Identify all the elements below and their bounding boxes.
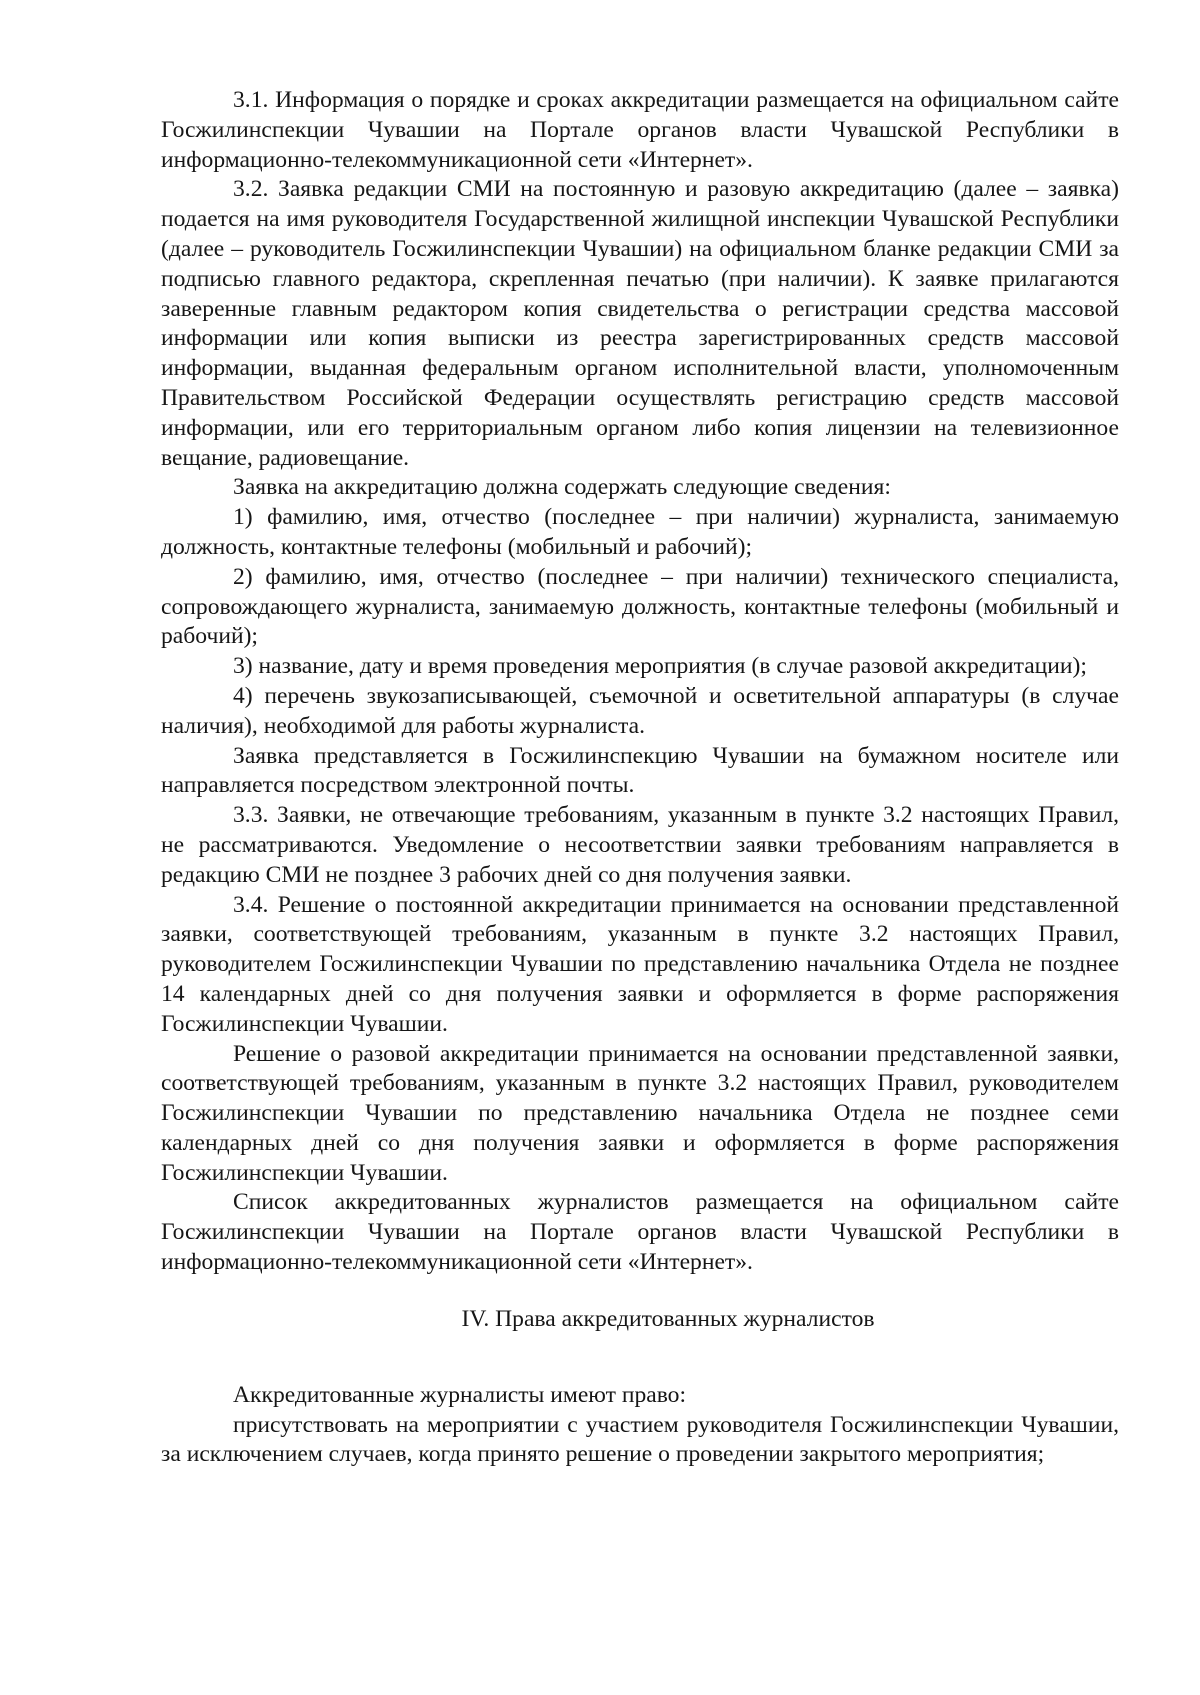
document-page: [161, 86, 1119, 1470]
paragraph-one-time-accreditation: Решение о разовой аккредитации принимается на основании представленной заявки, соответствующей требованиям, указанным в пункте 3.2 настоящих Правил, руководителем Госжилинспекции Чувашии по представлению начальника Отдела не позднее семи календарных дней со дня получения заявки и оформляется в форме распоряжения Госжилинспекции Чувашии.: [161, 1040, 1119, 1186]
section-heading: IV. Права аккредитованных журналистов: [461, 1305, 875, 1332]
paragraph-3-4: 3.4. Решение о постоянной аккредитации принимается на основании представленной заявки, соответствующей требованиям, указанным в пункте 3.2 настоящих Правил, руководителем Госжилинспекции Чувашии по представлению начальника Отдела не позднее 14 календарных дней со дня получения заявки и оформляется в форме распоряжения Госжилинспекции Чувашии.: [161, 891, 1119, 1037]
paragraph-right-attend: присутствовать на мероприятии с участием руководителя Госжилинспекции Чувашии, за исключением случаев, когда принято решение о проведении закрытого мероприятия;: [161, 1411, 1119, 1468]
list-item-4: 4) перечень звукозаписывающей, съемочной и осветительной аппаратуры (в случае наличия), необходимой для работы журналиста.: [161, 682, 1119, 739]
list-item-2: 2) фамилию, имя, отчество (последнее – при наличии) технического специалиста, сопровождающего журналиста, занимаемую должность, контактные телефоны (мобильный и рабочий);: [161, 563, 1119, 650]
paragraph-submission: Заявка представляется в Госжилинспекцию Чувашии на бумажном носителе или направляется посредством электронной почты.: [161, 742, 1119, 799]
paragraph-application-contents: Заявка на аккредитацию должна содержать следующие сведения:: [233, 474, 891, 501]
paragraph-3-2: 3.2. Заявка редакции СМИ на постоянную и разовую аккредитацию (далее – заявка) подается на имя руководителя Государственной жилищной инспекции Чувашской Республики (далее – руководитель Госжилинспекции Чувашии) на официальном бланке редакции СМИ за подписью главного редактора, скрепленная печатью (при наличии). К заявке прилагаются заверенные главным редактором копия свидетельства о регистрации средства массовой информации или копия выписки из реестра зарегистрированных средств массовой информации, выданная федеральным органом исполнительной власти, уполномоченным Правительством Российской Федерации осуществлять регистрацию средств массовой информации, или его территориальным органом либо копия лицензии на телевизионное вещание, радиовещание.: [161, 176, 1119, 471]
list-item-3: 3) название, дату и время проведения мероприятия (в случае разовой аккредитации);: [233, 653, 1087, 680]
list-item-1: 1) фамилию, имя, отчество (последнее – при наличии) журналиста, занимаемую должность, контактные телефоны (мобильный и рабочий);: [161, 504, 1119, 560]
paragraph-rights-intro: Аккредитованные журналисты имеют право:: [233, 1381, 687, 1408]
paragraph-3-3: 3.3. Заявки, не отвечающие требованиям, указанным в пункте 3.2 настоящих Правил, не рассматриваются. Уведомление о несоответствии заявки требованиям направляется в редакцию СМИ не позднее 3 рабочих дней со дня получения заявки.: [161, 802, 1119, 888]
paragraph-accredited-list: Список аккредитованных журналистов размещается на официальном сайте Госжилинспекции Чувашии на Портале органов власти Чувашской Республики в информационно-телекоммуникационной сети «Интернет».: [161, 1189, 1119, 1276]
paragraph-3-1: 3.1. Информация о порядке и сроках аккредитации размещается на официальном сайте Госжилинспекции Чувашии на Портале органов власти Чувашской Республики в информационно-телекоммуникационной сети «Интернет».: [161, 87, 1119, 173]
